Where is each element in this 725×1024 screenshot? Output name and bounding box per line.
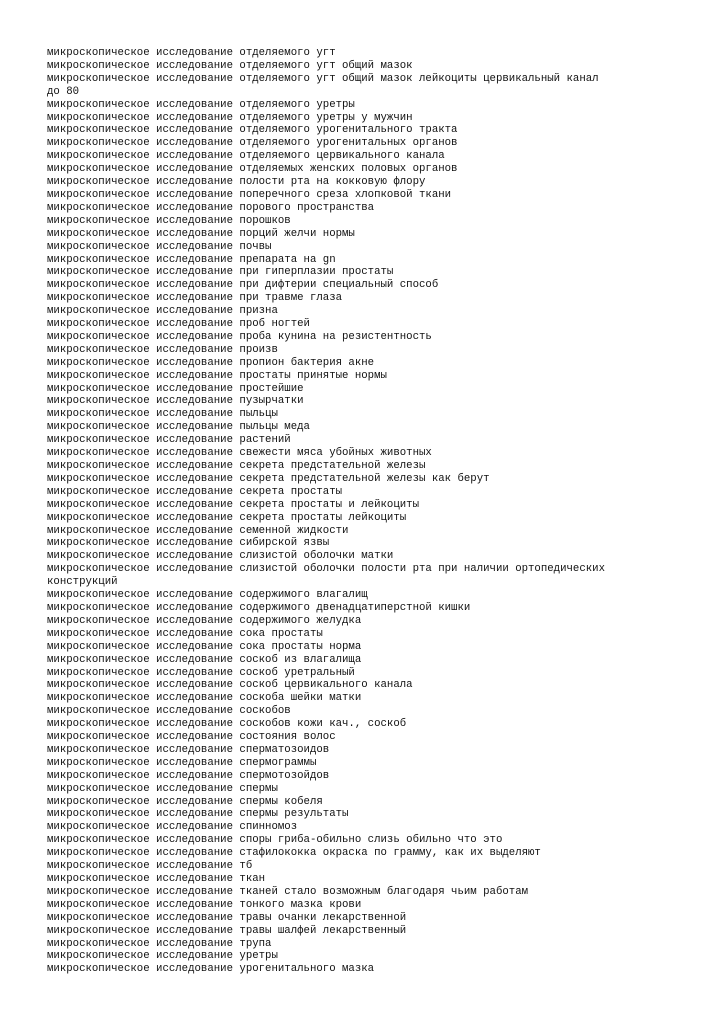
text-line: микроскопическое исследование спермы результаты — [47, 808, 349, 821]
text-line: микроскопическое исследование порошков — [47, 214, 291, 227]
text-line: микроскопическое исследование ткан — [47, 873, 266, 885]
text-line: микроскопическое исследование пропион бактерия акне — [47, 356, 375, 369]
text-line: микроскопическое исследование секрета предстательной железы как берут — [47, 472, 490, 485]
text-line: микроскопическое исследование тонкого мазка крови — [47, 898, 362, 911]
text-line: микроскопическое исследование сперматозоидов — [47, 743, 330, 756]
text-line: микроскопическое исследование содержимого двенадцатиперстной кишки — [47, 601, 471, 614]
text-line: микроскопическое исследование отделяемого угт общий мазок лейкоциты цервикальный канал — [47, 72, 599, 85]
text-line: микроскопическое исследование препарата на gn — [47, 253, 336, 266]
document-page — [47, 47, 687, 976]
text-line: микроскопическое исследование поперечного среза хлопковой ткани — [47, 188, 452, 201]
text-line: микроскопическое исследование трупа — [47, 937, 272, 950]
text-line: микроскопическое исследование тб — [47, 860, 253, 873]
text-line: микроскопическое исследование отделяемого уретры у мужчин — [47, 111, 413, 124]
text-line: микроскопическое исследование полости рта на кокковую флору — [47, 176, 426, 189]
text-line: микроскопическое исследование отделяемого цервикального канала — [47, 150, 445, 163]
text-line: микроскопическое исследование отделяемого угт общий мазок — [47, 59, 413, 72]
text-line: микроскопическое исследование свежести мяса убойных животных — [47, 447, 432, 460]
text-line: микроскопическое исследование содержимого влагалищ — [47, 589, 368, 602]
text-line: микроскопическое исследование соскоба шейки матки — [47, 692, 362, 705]
text-line: микроскопическое исследование спермы кобеля — [47, 795, 323, 808]
text-line: микроскопическое исследование споры гриба-обильно слизь обильно что это — [47, 834, 503, 847]
text-line: микроскопическое исследование растений — [47, 434, 291, 447]
text-line: микроскопическое исследование соскоб уретральный — [47, 666, 355, 679]
text-line: микроскопическое исследование семенной жидкости — [47, 524, 349, 537]
text-line: микроскопическое исследование простейшие — [47, 382, 304, 395]
text-line: микроскопическое исследование отделяемого урогенитального тракта — [47, 124, 458, 137]
text-line: микроскопическое исследование секрета простаты — [47, 485, 343, 498]
text-line: микроскопическое исследование пыльцы — [47, 408, 278, 421]
text-line: микроскопическое исследование спермотозойдов — [47, 769, 330, 782]
text-line: микроскопическое исследование отделяемого уретры — [47, 98, 355, 111]
text-line: микроскопическое исследование пыльцы меда — [47, 421, 310, 434]
text-line: конструкций — [47, 576, 118, 589]
text-line: микроскопическое исследование содержимого желудка — [47, 614, 362, 627]
text-line: микроскопическое исследование урогенитального мазка — [47, 963, 375, 976]
text-line: микроскопическое исследование сибирской язвы — [47, 537, 330, 550]
text-line: микроскопическое исследование секрета простаты и лейкоциты — [47, 498, 419, 511]
text-line: микроскопическое исследование пузырчатки — [47, 395, 304, 408]
text-line: микроскопическое исследование сока простаты — [47, 627, 323, 640]
text-line: микроскопическое исследование отделяемого урогенитальных органов — [47, 137, 458, 150]
text-line: микроскопическое исследование соскобов — [47, 705, 291, 718]
text-line: микроскопическое исследование травы шалфей лекарственный — [47, 924, 407, 937]
text-line: микроскопическое исследование порового пространства — [47, 201, 375, 214]
text-line: микроскопическое исследование проба кунина на резистентность — [47, 330, 432, 343]
text-line: микроскопическое исследование почвы — [47, 240, 272, 253]
text-line: микроскопическое исследование призна — [47, 305, 278, 318]
text-line: микроскопическое исследование соскоб из влагалища — [47, 653, 362, 666]
text-line: микроскопическое исследование соскоб цервикального канала — [47, 679, 413, 692]
text-line: микроскопическое исследование порций желчи нормы — [47, 227, 355, 240]
text-line: микроскопическое исследование произв — [47, 343, 278, 356]
text-line: микроскопическое исследование слизистой оболочки матки — [47, 550, 394, 563]
text-line: микроскопическое исследование спермы — [47, 782, 278, 795]
text-line: микроскопическое исследование состояния волос — [47, 731, 336, 744]
text-line: микроскопическое исследование тканей стало возможным благодаря чьим работам — [47, 885, 529, 898]
text-line: микроскопическое исследование слизистой оболочки полости рта при наличии ортопедических — [47, 563, 605, 576]
text-line: микроскопическое исследование секрета предстательной железы — [47, 460, 426, 472]
text-line: микроскопическое исследование спинномоз — [47, 821, 298, 834]
text-line: микроскопическое исследование стафилококка окраска по грамму, как их выделяют — [47, 847, 541, 860]
text-line: микроскопическое исследование соскобов кожи кач., соскоб — [47, 718, 407, 731]
text-line: микроскопическое исследование при гиперплазии простаты — [47, 266, 394, 279]
text-line: микроскопическое исследование сока простаты норма — [47, 640, 362, 653]
text-line: микроскопическое исследование простаты принятые нормы — [47, 369, 387, 382]
text-line: микроскопическое исследование отделяемого угт — [47, 47, 336, 59]
text-line: микроскопическое исследование проб ногтей — [47, 318, 310, 331]
text-line: микроскопическое исследование уретры — [47, 950, 278, 963]
text-line: микроскопическое исследование отделяемых женских половых органов — [47, 163, 458, 176]
text-line: до 80 — [47, 85, 80, 98]
text-line: микроскопическое исследование спермограммы — [47, 756, 317, 769]
text-line: микроскопическое исследование травы очанки лекарственной — [47, 911, 407, 924]
text-line: микроскопическое исследование секрета простаты лейкоциты — [47, 511, 407, 524]
text-line: микроскопическое исследование при травме глаза — [47, 292, 343, 305]
text-line: микроскопическое исследование при дифтерии специальный способ — [47, 279, 439, 292]
